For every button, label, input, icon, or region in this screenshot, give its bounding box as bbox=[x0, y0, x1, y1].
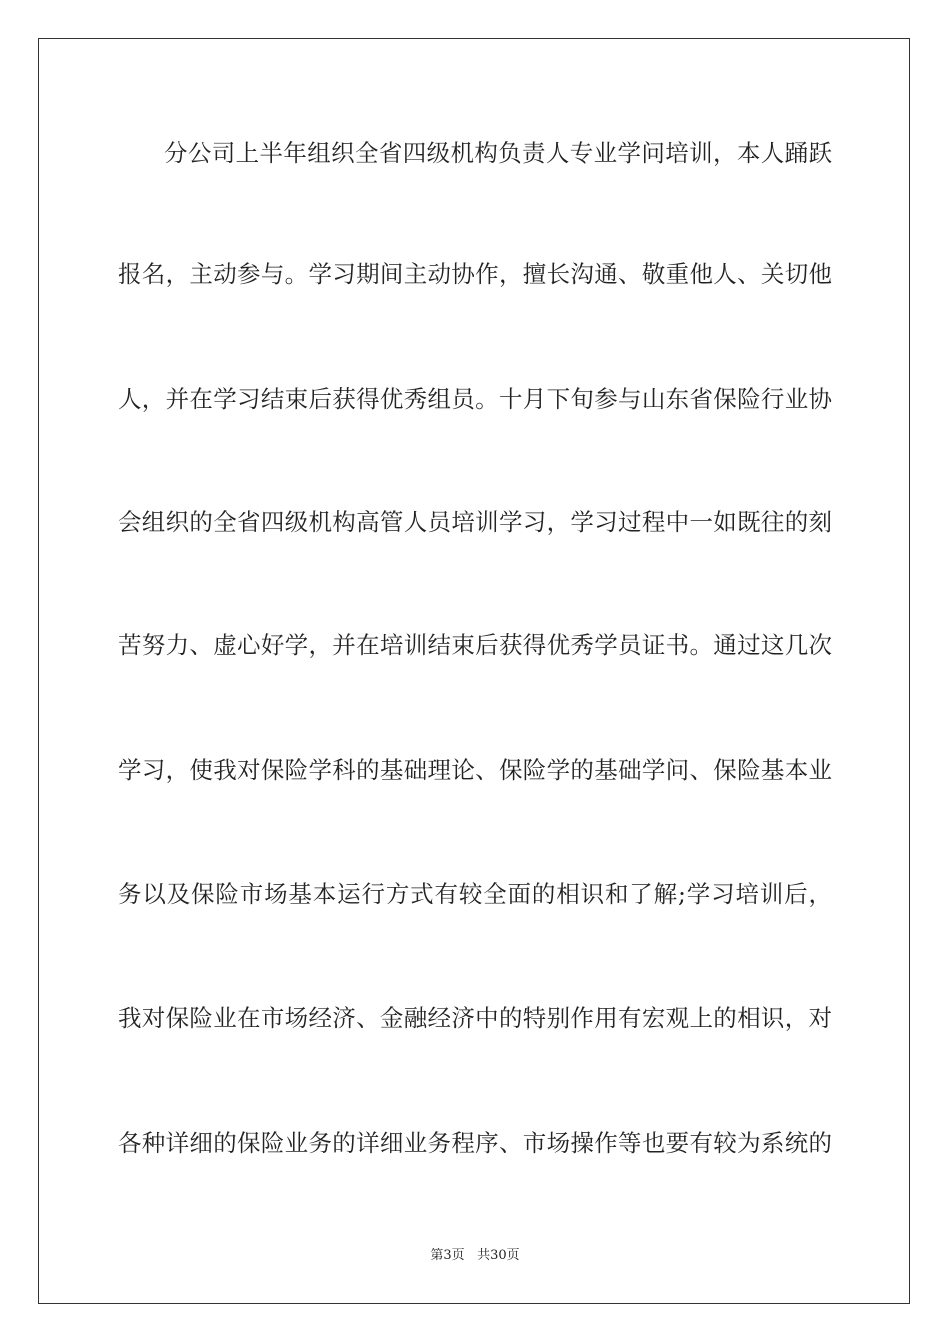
page-total: 共30页 bbox=[477, 1248, 520, 1263]
page-frame bbox=[38, 38, 910, 1304]
paragraph-line-3: 人，并在学习结束后获得优秀组员。十月下旬参与山东省保险行业协 bbox=[118, 385, 832, 413]
paragraph-line-8: 我对保险业在市场经济、金融经济中的特别作用有宏观上的相识，对 bbox=[118, 1004, 832, 1032]
paragraph-line-9: 各种详细的保险业务的详细业务程序、市场操作等也要有较为系统的 bbox=[118, 1129, 832, 1157]
paragraph-line-6: 学习，使我对保险学科的基础理论、保险学的基础学问、保险基本业 bbox=[118, 756, 832, 784]
page-footer bbox=[0, 1247, 950, 1265]
paragraph-line-1: 分公司上半年组织全省四级机构负责人专业学问培训，本人踊跃 bbox=[164, 139, 832, 167]
page-number: 第3页 bbox=[430, 1248, 465, 1263]
paragraph-line-4: 会组织的全省四级机构高管人员培训学习，学习过程中一如既往的刻 bbox=[118, 508, 832, 536]
paragraph-line-5: 苦努力、虚心好学，并在培训结束后获得优秀学员证书。通过这几次 bbox=[118, 631, 832, 659]
paragraph-line-2: 报名，主动参与。学习期间主动协作，擅长沟通、敬重他人、关切他 bbox=[118, 260, 832, 288]
paragraph-line-7: 务以及保险市场基本运行方式有较全面的相识和了解;学习培训后， bbox=[118, 880, 832, 908]
